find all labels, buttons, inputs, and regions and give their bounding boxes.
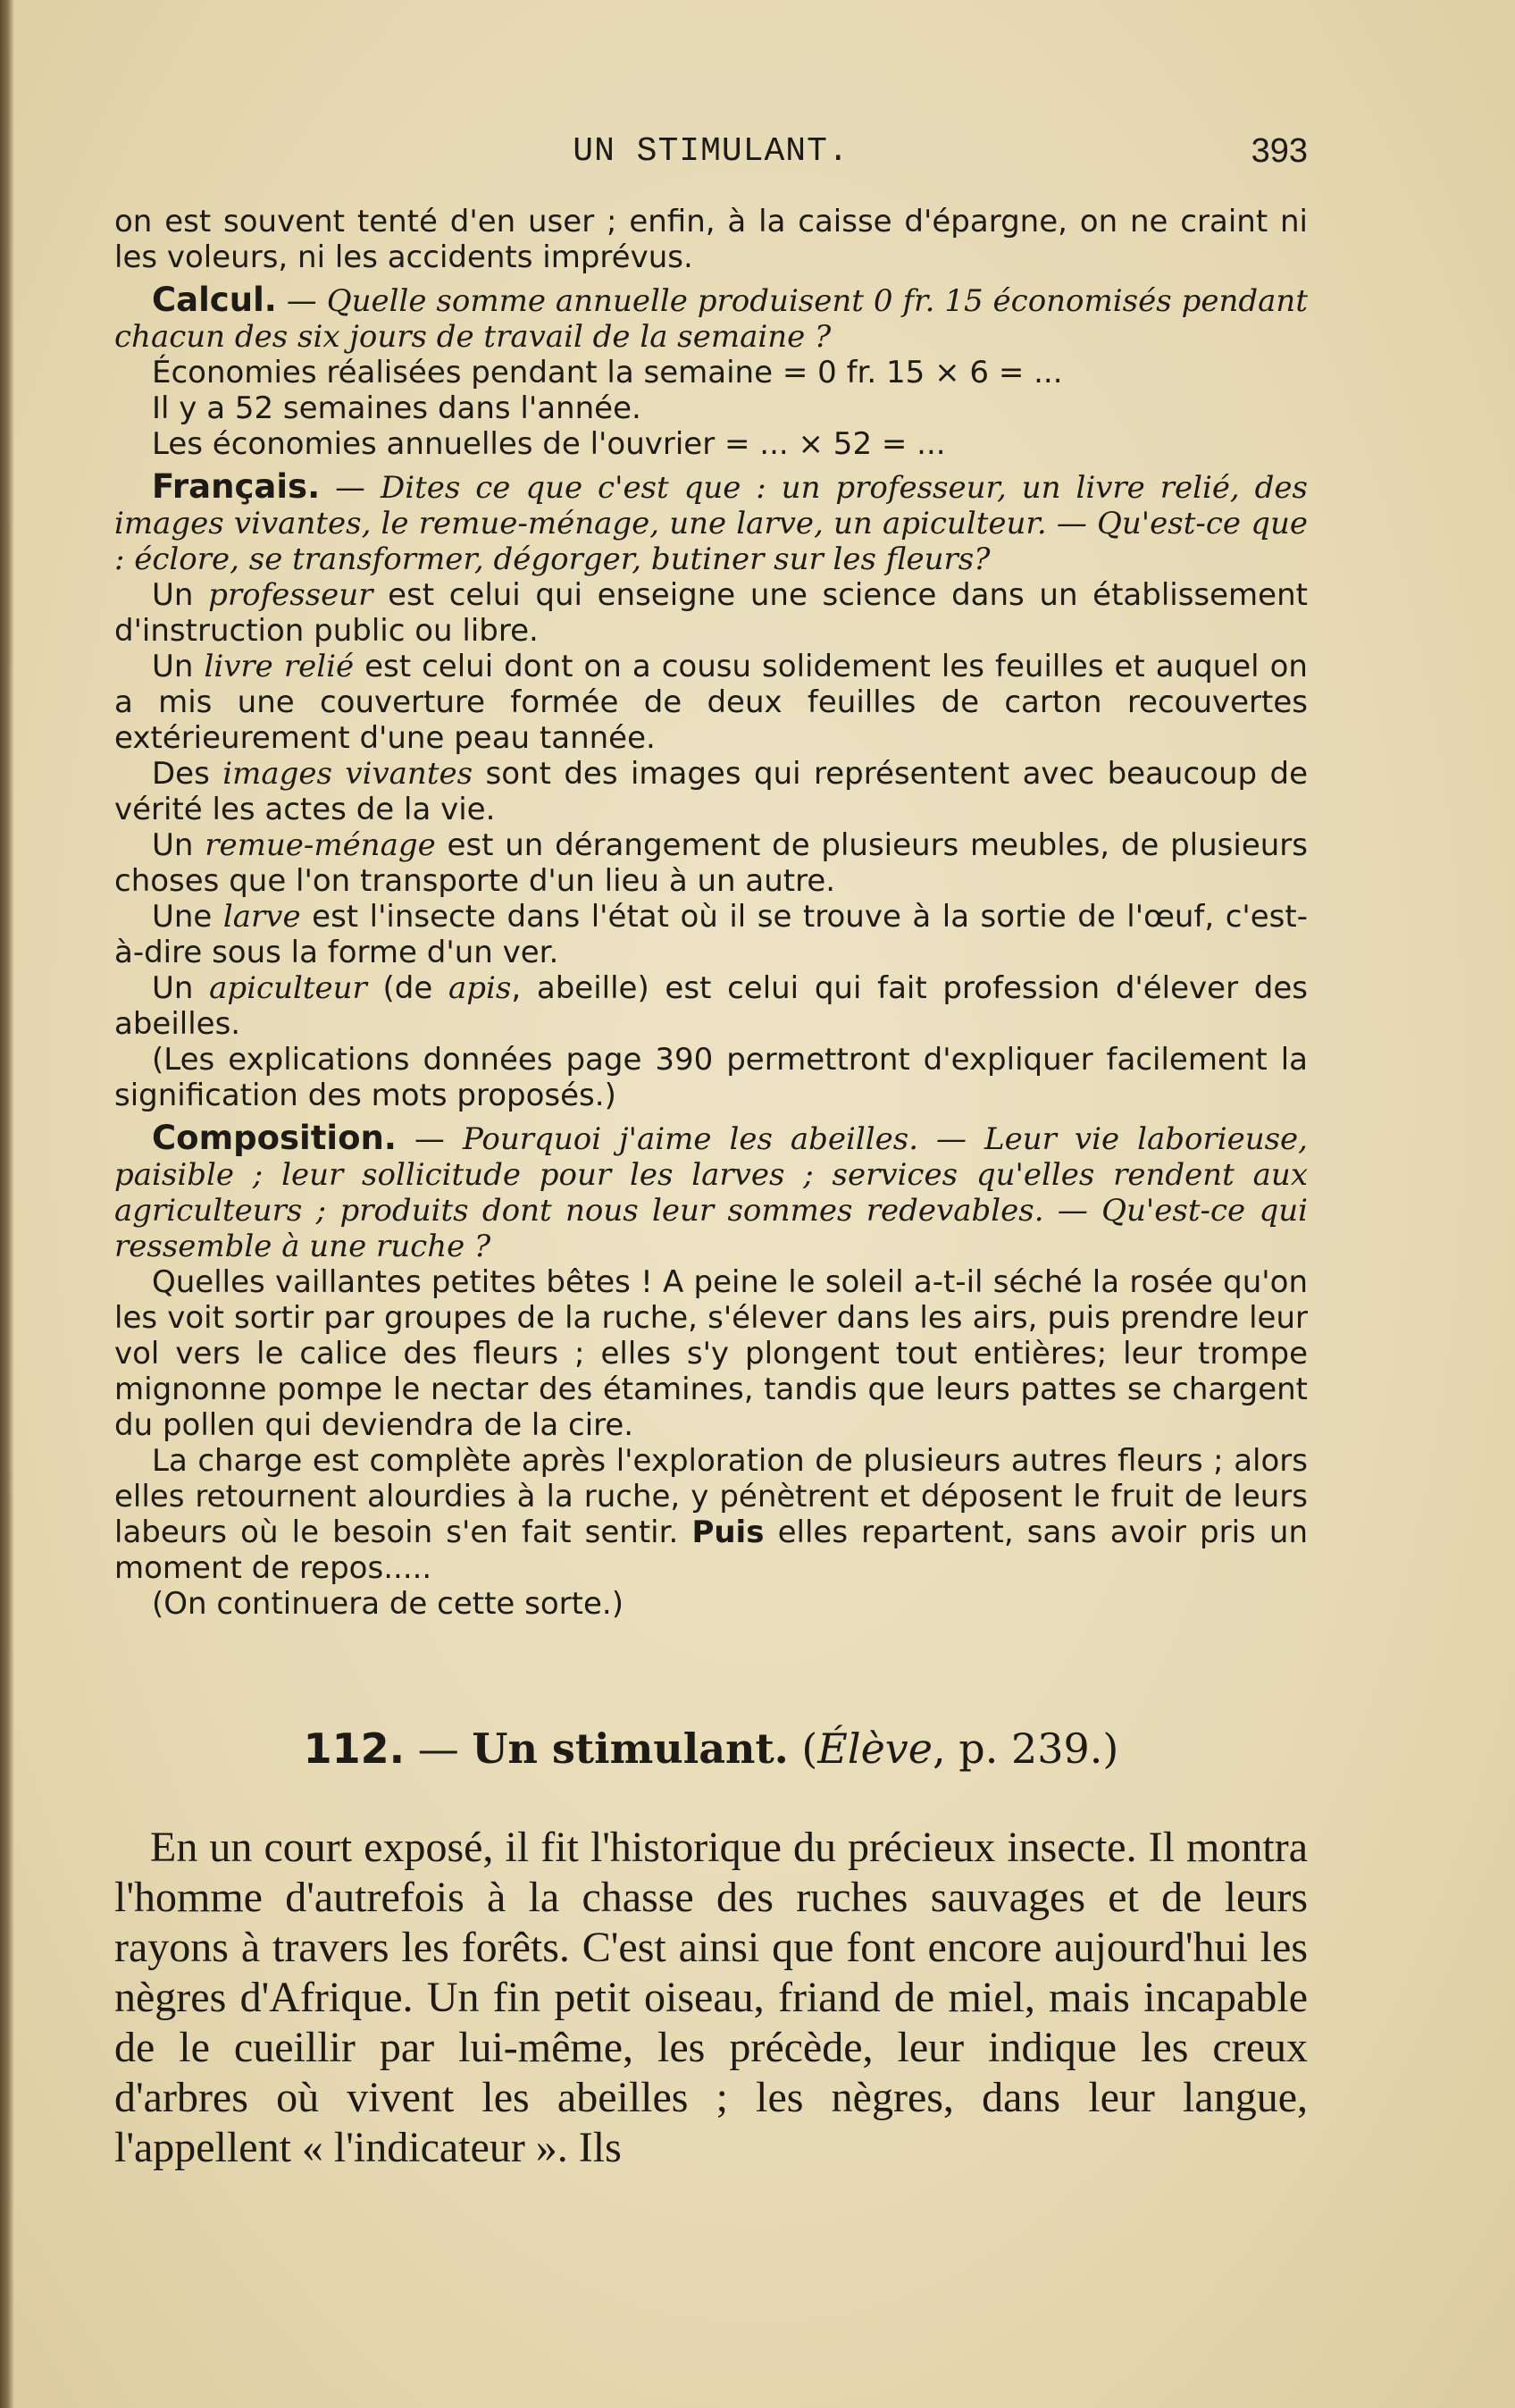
definition-article: Des bbox=[152, 756, 223, 792]
definition-paragraph bbox=[114, 577, 1308, 649]
composition-heading: Composition. bbox=[152, 1119, 397, 1157]
composition-text: La charge est complète après l'exploration de plusieurs autres fleurs ; alors elles retournent alourdies à la ruche, y pénètrent et déposent le fruit de leurs labeurs où le besoin s'en fait sentir. bbox=[114, 1443, 1308, 1550]
francais-question-text: Dites ce que c'est que : un professeur, un livre relié, des images vivantes, le remue-ménage, une larve, un apiculteur. — Qu'est-ce que : éclore, se transformer, dégorger, butiner sur les fleurs? bbox=[114, 470, 1308, 577]
definition-paragraph bbox=[114, 970, 1308, 1042]
composition-prompt-text: Pourquoi j'aime les abeilles. — Leur vie laborieuse, paisible ; leur sollicitude pour les larves ; services qu'elles rendent aux agriculteurs ; produits dont nous leur sommes redevables. — Qu'est-ce qui ressemble à une ruche ? bbox=[114, 1121, 1308, 1264]
lesson-body bbox=[114, 1823, 1308, 2173]
calcul-heading: Calcul. bbox=[152, 281, 277, 319]
running-title: UN STIMULANT. bbox=[573, 132, 850, 171]
francais-dash: — bbox=[320, 470, 381, 506]
calcul-line: Les économies annuelles de l'ouvrier = ... × 52 = ... bbox=[152, 426, 946, 462]
composition-paragraph bbox=[114, 1443, 1308, 1586]
definition-text: (de bbox=[366, 970, 448, 1006]
composition-text-bold: Puis bbox=[691, 1514, 765, 1550]
definition-text: est l'insecte dans l'état où il se trouve à la sortie de l'œuf, c'est-à-dire sous la forme d'un ver. bbox=[114, 899, 1308, 970]
definition-term: livre relié bbox=[204, 649, 355, 684]
calcul-line: Économies réalisées pendant la semaine = 0 fr. 15 × 6 = ... bbox=[152, 355, 1063, 390]
definition-etymology: apis bbox=[448, 970, 512, 1006]
definition-term: remue-ménage bbox=[205, 827, 436, 863]
definition-article: Une bbox=[152, 899, 223, 935]
exercise-section bbox=[114, 204, 1308, 1622]
calcul-dash: — bbox=[276, 283, 327, 319]
francais-heading: Français. bbox=[152, 467, 321, 506]
lesson-title-dash: — bbox=[405, 1724, 473, 1773]
calcul-line: Il y a 52 semaines dans l'année. bbox=[152, 390, 641, 426]
definition-text: est celui qui enseigne une science dans un établissement d'instruction public ou libre. bbox=[114, 577, 1308, 649]
definition-text: est un dérangement de plusieurs meubles, de plusieurs choses que l'on transporte d'un lieu à un autre. bbox=[114, 827, 1308, 899]
composition-prompt bbox=[114, 1120, 1308, 1264]
page-number: 393 bbox=[1251, 132, 1308, 170]
lesson-number: 112. bbox=[303, 1724, 406, 1773]
composition-text: elles repartent, sans avoir pris un moment de repos..... bbox=[114, 1514, 1308, 1586]
calcul-question-text: Quelle somme annuelle produisent 0 fr. 15 économisés pendant chacun des six jours de travail de la semaine ? bbox=[114, 283, 1308, 355]
definition-paragraph bbox=[114, 649, 1308, 756]
definition-article: Un bbox=[152, 577, 209, 613]
page-header bbox=[114, 132, 1308, 177]
definition-article: Un bbox=[152, 970, 210, 1006]
continuation-paragraph: on est souvent tenté d'en user ; enfin, à la caisse d'épargne, on ne craint ni les voleurs, ni les accidents imprévus. bbox=[114, 204, 1308, 275]
definition-text: sont des images qui représentent avec beaucoup de vérité les actes de la vie. bbox=[114, 756, 1309, 827]
lesson-ref-book: Élève bbox=[817, 1724, 933, 1773]
definition-term: larve bbox=[222, 899, 301, 935]
composition-dash: — bbox=[396, 1121, 463, 1157]
definition-text: , abeille) est celui qui fait profession d'élever des abeilles. bbox=[114, 970, 1308, 1042]
calcul-question bbox=[114, 282, 1308, 355]
definition-text: est celui dont on a cousu solidement les feuilles et auquel on a mis une couverture formée de deux feuilles de carton recouvertes extérieurement d'une peau tannée. bbox=[114, 649, 1308, 756]
definition-term: images vivantes bbox=[222, 756, 473, 792]
francais-question bbox=[114, 469, 1308, 577]
definition-paragraph bbox=[114, 827, 1308, 899]
lesson-ref-page: , p. 239.) bbox=[933, 1724, 1119, 1773]
definition-term: professeur bbox=[208, 577, 373, 613]
composition-paragraph: Quelles vaillantes petites bêtes ! A peine le soleil a-t-il séché la rosée qu'on les voit sortir par groupes de la ruche, s'élever dans les airs, puis prendre leur vol vers le calice des fleurs ; elles s'y plongent tout entières; leur trompe mignonne pompe le nectar des étamines, tandis que leurs pattes se chargent du pollen qui deviendra de la cire. bbox=[114, 1264, 1308, 1443]
definition-term: apiculteur bbox=[209, 970, 367, 1006]
definition-article: Un bbox=[152, 649, 205, 684]
lesson-paragraph: En un court exposé, il fit l'historique du précieux insecte. Il montra l'homme d'autrefois à la chasse des ruches sauvages et de leurs rayons à travers les forêts. C'est ainsi que font encore aujourd'hui les nègres d'Afrique. Un fin petit oiseau, friand de miel, mais incapable de le cueillir par lui-même, les précède, leur indique les creux d'arbres où vivent les abeilles ; les nègres, dans leur langue, l'appellent « l'indicateur ». Ils bbox=[114, 1824, 1308, 2171]
francais-note: (Les explications données page 390 permettront d'expliquer facilement la signification des mots proposés.) bbox=[114, 1042, 1308, 1113]
definition-article: Un bbox=[152, 827, 205, 863]
lesson-name: Un stimulant. bbox=[472, 1724, 789, 1773]
lesson-ref-open: ( bbox=[788, 1724, 818, 1773]
page-binding-edge bbox=[0, 0, 14, 2408]
definition-paragraph bbox=[114, 899, 1308, 970]
definition-paragraph bbox=[114, 756, 1308, 827]
composition-closing: (On continuera de cette sorte.) bbox=[152, 1586, 624, 1622]
lesson-title bbox=[114, 1724, 1308, 1773]
